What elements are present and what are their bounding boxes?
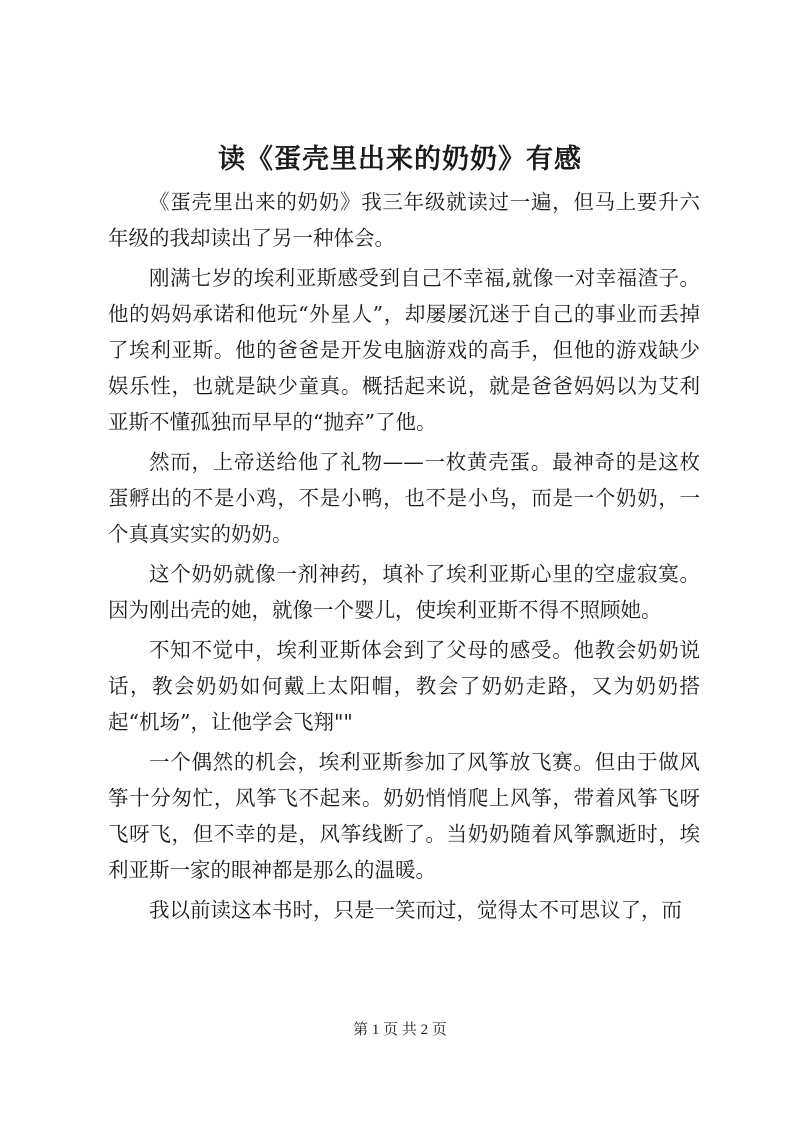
paragraph: 然而，上帝送给他了礼物——一枚黄壳蛋。最神奇的是这枚蛋孵出的不是小鸡，不是小鸭，也不是小鸟，而是一个奶奶，一个真真实实的奶奶。 (108, 450, 700, 546)
paragraph: 这个奶奶就像一剂神药，填补了埃利亚斯心里的空虚寂寞。因为刚出壳的她，就像一个婴儿，使埃利亚斯不得不照顾她。 (108, 562, 700, 622)
paragraph: 我以前读这本书时，只是一笑而过，觉得太不可思议了，而 (149, 898, 682, 922)
page-footer: 第 1 页 共 2 页 (353, 1022, 447, 1038)
paragraph: 刚满七岁的埃利亚斯感受到自己不幸福,就像一对幸福渣子。他的妈妈承诺和他玩“外星人”，却屡屡沉迷于自己的事业而丢掉了埃利亚斯。他的爸爸是开发电脑游戏的高手，但他的游戏缺少娱乐性，也就是缺少童真。概括起来说，就是爸爸妈妈以为艾利亚斯不懂孤独而早早的“抛弃”了他。 (108, 266, 700, 434)
paragraph: 《蛋壳里出来的奶奶》我三年级就读过一遍，但马上要升六年级的我却读出了另一种体会。 (108, 190, 700, 250)
paragraph: 不知不觉中，埃利亚斯体会到了父母的感受。他教会奶奶说话，教会奶奶如何戴上太阳帽，教会了奶奶走路，又为奶奶搭起“机场”，让他学会飞翔"" (108, 638, 700, 734)
document-title: 读《蛋壳里出来的奶奶》有感 (218, 144, 582, 175)
paragraph: 一个偶然的机会，埃利亚斯参加了风筝放飞赛。但由于做风筝十分匆忙，风筝飞不起来。奶奶悄悄爬上风筝，带着风筝飞呀飞呀飞，但不幸的是，风筝线断了。当奶奶随着风筝飘逝时，埃利亚斯一家的眼神都是那么的温暖。 (108, 750, 700, 882)
document-body (108, 184, 700, 932)
